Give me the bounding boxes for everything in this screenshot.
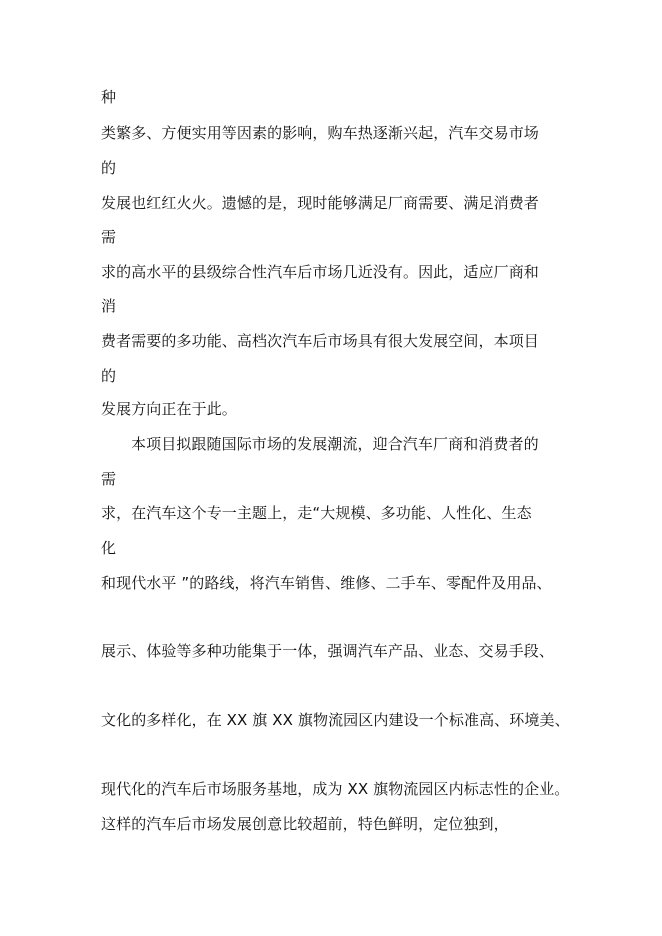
text-line: 这样的汽车后市场发展创意比较超前，特色鲜明，定位独到， — [101, 815, 509, 833]
text-line: 的 — [101, 367, 117, 385]
text-line: 求的高水平的县级综合性汽车后市场几近没有。因此，适应厂商和 — [101, 263, 539, 281]
text-line: 发展方向正在于此。 — [101, 400, 237, 418]
text-line: 种 — [101, 88, 117, 106]
text-line: 化 — [101, 539, 117, 557]
text-line: 展示、体验等多种功能集于一体，强调汽车产品、业态、交易手段、 — [101, 642, 555, 660]
text-line: 求，在汽车这个专一主题上，走“大规模、多功能、人性化、生态 — [101, 504, 532, 522]
text-line: 的 — [101, 159, 117, 177]
text-line: 需 — [101, 470, 117, 488]
text-line: 类繁多、方便实用等因素的影响，购车热逐渐兴起，汽车交易市场 — [101, 124, 539, 142]
text-line: 文化的多样化，在 XX 旗 XX 旗物流园区内建设一个标准高、环境美、 — [101, 711, 570, 729]
text-line: 需 — [101, 228, 117, 246]
paragraph-first-line: 本项目拟跟随国际市场的发展潮流，迎合汽车厂商和消费者的 — [131, 435, 539, 453]
text-line: 费者需要的多功能、高档次汽车后市场具有很大发展空间，本项目 — [101, 332, 539, 350]
text-line: 现代化的汽车后市场服务基地，成为 XX 旗物流园区内标志性的企业。 — [101, 780, 570, 798]
text-line: 发展也红红火火。遗憾的是，现时能够满足厂商需要、满足消费者 — [101, 194, 539, 212]
text-line: 和现代水平 ”的路线，将汽车销售、维修、二手车、零配件及用品、 — [101, 574, 552, 592]
text-line: 消 — [101, 297, 117, 315]
